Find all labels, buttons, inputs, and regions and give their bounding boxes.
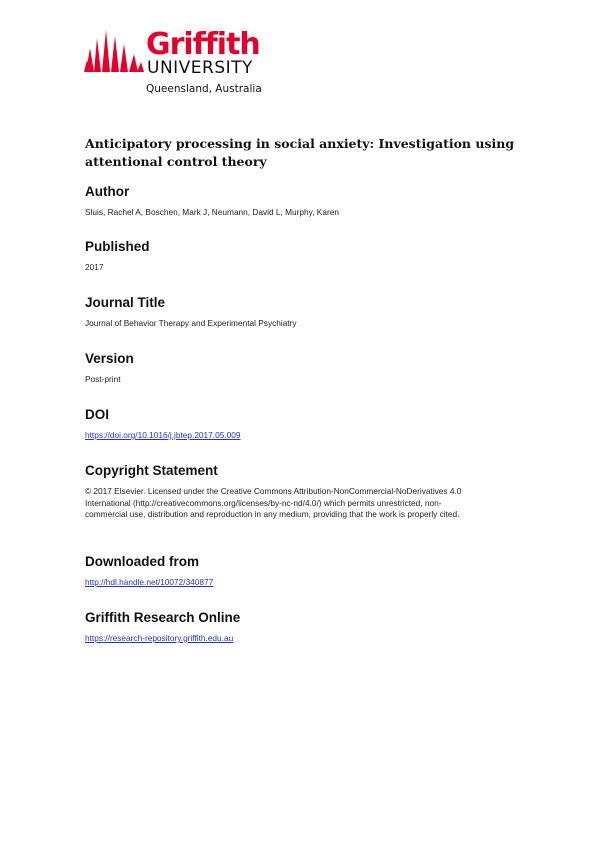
griffith-logo [84, 28, 274, 98]
version-heading: Version [85, 351, 134, 366]
repository-link[interactable]: https://research-repository.griffith.edu.au [85, 633, 234, 643]
logo-flame-icon [84, 28, 144, 74]
author-value: Sluis, Rachel A, Boschen, Mark J, Neumann, David L, Murphy, Karen [85, 207, 339, 217]
doi-heading: DOI [85, 407, 110, 422]
published-heading: Published [85, 239, 150, 254]
repository-heading: Griffith Research Online [85, 610, 241, 625]
journal-value: Journal of Behavior Therapy and Experimental Psychiatry [85, 318, 297, 328]
journal-section [85, 295, 525, 330]
downloaded-section [85, 554, 525, 589]
repository-section [85, 610, 525, 645]
doi-section [85, 407, 525, 442]
downloaded-heading: Downloaded from [85, 554, 199, 569]
published-section [85, 239, 525, 274]
journal-heading: Journal Title [85, 295, 166, 310]
handle-link[interactable]: http://hdl.handle.net/10072/340877 [85, 577, 214, 587]
document-title: Anticipatory processing in social anxiety: Investigation using attentional control theory [85, 136, 515, 169]
logo-university: UNIVERSITY [147, 58, 253, 78]
logo-location: Queensland, Australia [146, 83, 262, 95]
logo-wordmark: Griffith [146, 27, 260, 62]
author-section [85, 184, 525, 219]
doi-link[interactable]: https://doi.org/10.1016/j.jbtep.2017.05.009 [85, 430, 241, 440]
published-value: 2017 [85, 262, 104, 272]
copyright-section [85, 463, 525, 521]
author-heading: Author [85, 184, 130, 199]
copyright-heading: Copyright Statement [85, 463, 218, 478]
version-section [85, 351, 525, 386]
copyright-text: © 2017 Elsevier. Licensed under the Creative Commons Attribution-NonCommercial-NoDerivatives 4.0 International (http://creativecommons.org/licenses/by-nc-nd/4.0/) which permits unrestricted, non-commercial use, distribution and reproduction in any medium, providing that the work is properly cited. [85, 486, 462, 519]
version-value: Post-print [85, 374, 121, 384]
